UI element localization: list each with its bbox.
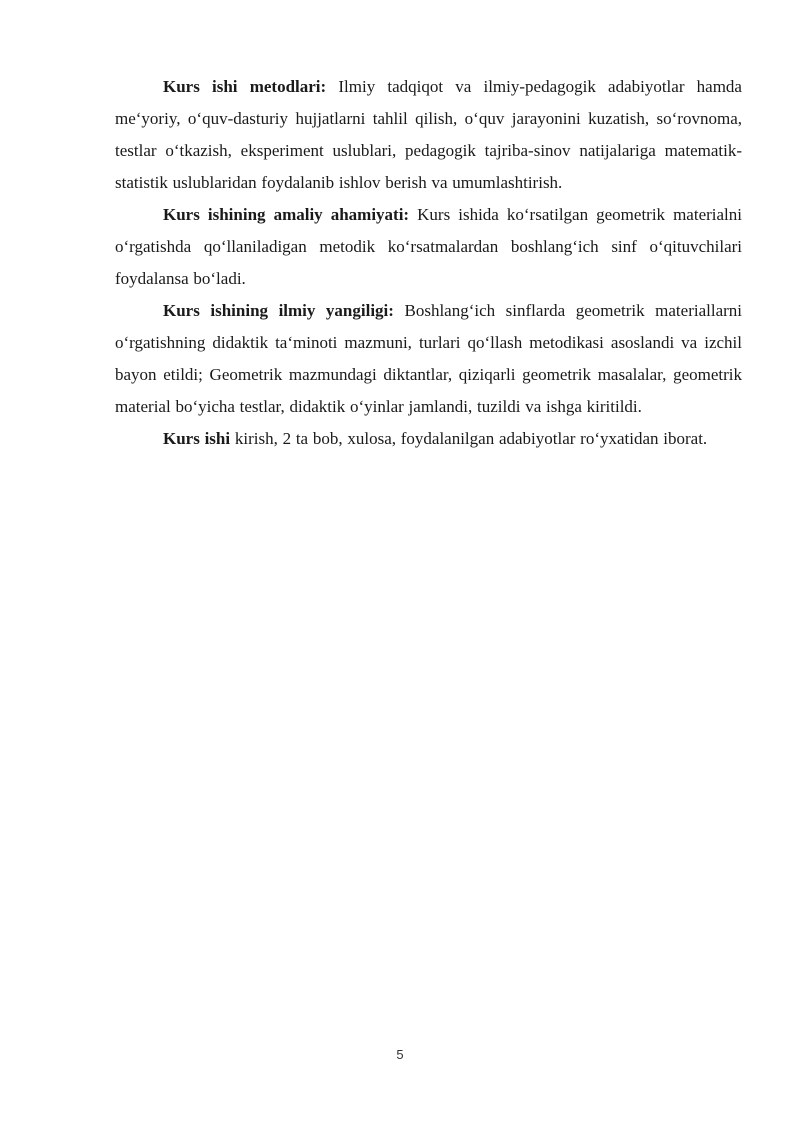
page-number: 5 bbox=[396, 1047, 404, 1062]
paragraph-heading: Kurs ishi metodlari: bbox=[163, 77, 327, 96]
body-text bbox=[115, 71, 742, 455]
paragraph-body: kirish, 2 ta bob, xulosa, foydalanilgan adabiyotlar ro‘yxatidan iborat. bbox=[230, 429, 708, 448]
paragraph-body: Kurs ishida ko‘rsatilgan geometrik materialni o‘rgatishda qo‘llaniladigan metodik ko‘rsatmalardan boshlang‘ich sinf o‘qituvchilari foydalansa bo‘ladi. bbox=[115, 205, 742, 288]
paragraph-structure bbox=[115, 423, 742, 455]
paragraph-methods bbox=[115, 71, 742, 199]
paragraph-practical-significance bbox=[115, 199, 742, 295]
paragraph-scientific-novelty bbox=[115, 295, 742, 423]
paragraph-body: Boshlang‘ich sinflarda geometrik materiallarni o‘rgatishning didaktik ta‘minoti mazmuni, turlari qo‘llash metodikasi asoslandi va izchil bayon etildi; Geometrik mazmundagi diktantlar, qiziqarli geometrik masalalar, geometrik material bo‘yicha testlar, didaktik o‘yinlar jamlandi, tuzildi va ishga kiritildi. bbox=[115, 301, 742, 416]
paragraph-heading: Kurs ishi bbox=[163, 429, 231, 448]
paragraph-body: Ilmiy tadqiqot va ilmiy-pedagogik adabiyotlar hamda me‘yoriy, o‘quv-dasturiy hujjatlarni tahlil qilish, o‘quv jarayonini kuzatish, so‘rovnoma, testlar o‘tkazish, eksperiment uslublari, pedagogik tajriba-sinov natijalariga matematik-statistik uslublaridan foydalanib ishlov berish va umumlashtirish. bbox=[115, 77, 742, 192]
paragraph-heading: Kurs ishining amaliy ahamiyati: bbox=[163, 205, 410, 224]
paragraph-heading: Kurs ishining ilmiy yangiligi: bbox=[163, 301, 394, 320]
